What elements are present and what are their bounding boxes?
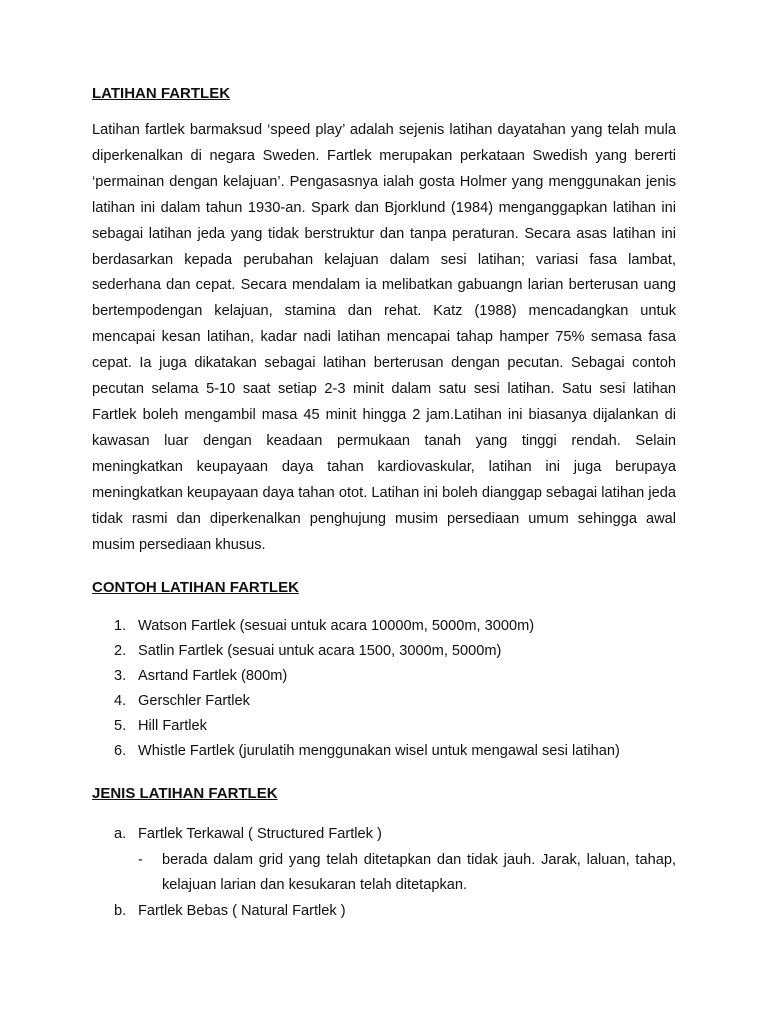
sub-list-item bbox=[138, 848, 676, 899]
list-item bbox=[92, 689, 676, 714]
intro-paragraph: Latihan fartlek barmaksud ‘speed play’ adalah sejenis latihan dayatahan yang telah mula diperkenalkan di negara Sweden. Fartlek merupakan perkataan Swedish yang bererti ‘permainan dengan kelajuan’. Pengasasnya ialah gosta Holmer yang menggunakan jenis latihan ini dalam tahun 1930-an. Spark dan Bjorklund (1984) menganggapkan latihan ini sebagai latihan jeda yang tidak berstruktur dan tanpa peraturan. Secara asas latihan ini berdasarkan kepada perubahan kelajuan dalam sesi latihan; variasi fasa lambat, sederhana dan cepat. Secara mendalam ia melibatkan gabuangn larian berterusan uang bertempodengan kelajuan, stamina dan rehat. Katz (1988) mencadangkan untuk mencapai kesan latihan, kadar nadi latihan mencapai tahap hamper 75% semasa fasa cepat. Ia juga dikatakan sebagai latihan berterusan dengan pecutan. Sebagai contoh pecutan selama 5-10 saat setiap 2-3 minit dalam satu sesi latihan. Satu sesi latihan Fartlek boleh mengambil masa 45 minit hingga 2 jam.Latihan ini biasanya dijalankan di kawasan luar dengan keadaan permukaan tanah yang tinggi rendah. Selain meningkatkan keupayaan daya tahan kardiovaskular, latihan ini juga berupaya meningkatkan keupayaan daya tahan otot. Latihan ini boleh dianggap sebagai latihan jeda tidak rasmi dan diperkenalkan penghujung musim persediaan umum sehingga awal musim persediaan khusus. bbox=[92, 122, 676, 553]
list-item bbox=[92, 639, 676, 664]
list-item-structured bbox=[92, 822, 676, 848]
sub-list-item-text: berada dalam grid yang telah ditetapkan dan tidak jauh. Jarak, laluan, tahap, kelajuan larian dan kesukaran telah ditetapkan. bbox=[162, 851, 676, 894]
list-item bbox=[92, 739, 676, 764]
list-item bbox=[92, 714, 676, 739]
list-marker: 4. bbox=[114, 693, 127, 710]
list-item-text: Whistle Fartlek (jurulatih menggunakan wisel untuk mengawal sesi latihan) bbox=[138, 743, 620, 760]
list-marker: 2. bbox=[114, 643, 127, 660]
list-marker: 6. bbox=[114, 743, 127, 760]
list-marker: 5. bbox=[114, 718, 127, 735]
list-item bbox=[92, 614, 676, 639]
heading-latihan-fartlek: LATIHAN FARTLEK bbox=[92, 85, 231, 102]
heading-contoh-latihan-fartlek: CONTOH LATIHAN FARTLEK bbox=[92, 579, 299, 597]
list-item-text: Fartlek Terkawal ( Structured Fartlek ) bbox=[138, 826, 382, 843]
list-marker: 3. bbox=[114, 668, 127, 685]
list-marker: b. bbox=[114, 902, 127, 919]
heading-jenis-latihan-fartlek: JENIS LATIHAN FARTLEK bbox=[92, 785, 278, 803]
list-item-text: Gerschler Fartlek bbox=[138, 693, 250, 710]
list-item-text: Satlin Fartlek (sesuai untuk acara 1500, 3000m, 5000m) bbox=[138, 643, 502, 660]
list-item bbox=[92, 664, 676, 689]
list-marker: a. bbox=[114, 826, 127, 843]
list-item-text: Hill Fartlek bbox=[138, 718, 207, 735]
jenis-list bbox=[92, 822, 676, 924]
list-marker: 1. bbox=[114, 618, 127, 635]
list-item-text: Watson Fartlek (sesuai untuk acara 10000m, 5000m, 3000m) bbox=[138, 618, 535, 635]
dash-marker: - bbox=[138, 851, 143, 868]
contoh-list bbox=[92, 614, 676, 764]
list-item-text: Asrtand Fartlek (800m) bbox=[138, 668, 288, 685]
list-item-natural bbox=[92, 899, 676, 925]
list-item-text: Fartlek Bebas ( Natural Fartlek ) bbox=[138, 902, 346, 919]
